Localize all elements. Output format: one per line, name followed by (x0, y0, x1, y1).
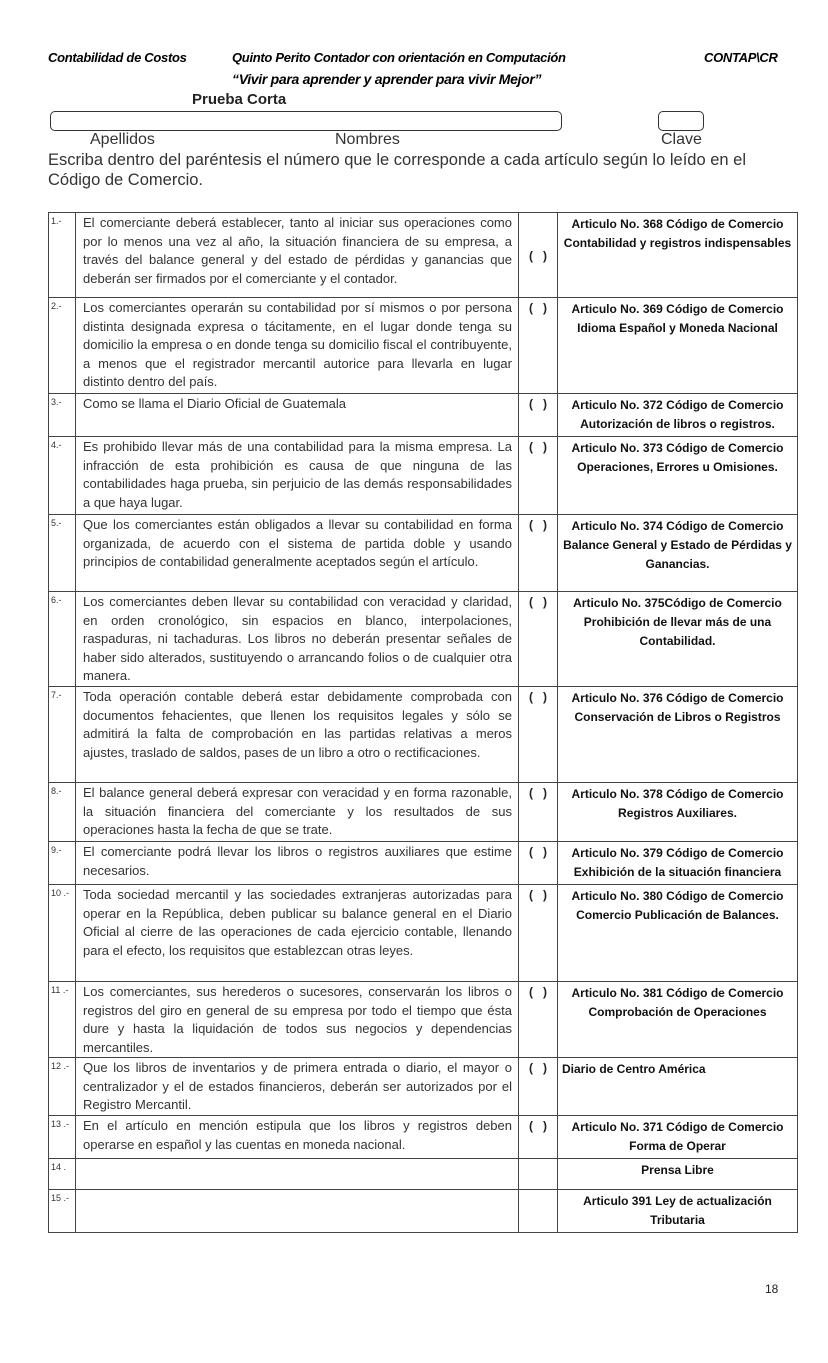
statement-text (76, 1159, 519, 1190)
row-number: 5.- (49, 515, 76, 592)
statement-text: El comerciante podrá llevar los libros o registros auxiliares que estime necesarios. (76, 842, 519, 885)
article-reference: Articulo No. 375Código de Comercio Prohibición de llevar más de una Contabilidad. (558, 592, 798, 687)
row-number: 3.- (49, 394, 76, 437)
row-number: 9.- (49, 842, 76, 885)
row-number: 10 .- (49, 885, 76, 982)
table-row (49, 1190, 798, 1233)
course-name: Contabilidad de Costos (48, 50, 187, 65)
article-reference: Prensa Libre (558, 1159, 798, 1190)
answer-parentheses[interactable]: ( ) (519, 213, 558, 298)
answer-parentheses[interactable]: ( ) (519, 1058, 558, 1116)
article-reference: Articulo No. 378 Código de Comercio Registros Auxiliares. (558, 783, 798, 842)
answer-parentheses[interactable] (519, 1159, 558, 1190)
row-number: 12 .- (49, 1058, 76, 1116)
statement-text: En el artículo en mención estipula que los libros y registros deben operarse en español y las cuentas en moneda nacional. (76, 1116, 519, 1159)
answer-parentheses[interactable]: ( ) (519, 437, 558, 515)
statement-text: Que los comerciantes están obligados a llevar su contabilidad en forma organizada, de acuerdo con el sistema de partida doble y usando principios de contabilidad generalmente aceptados según el artículo. (76, 515, 519, 592)
table-row (49, 1058, 798, 1116)
name-input[interactable] (50, 111, 562, 131)
row-number: 4.- (49, 437, 76, 515)
statement-text: Toda operación contable deberá estar debidamente comprobada con documentos fehacientes, que llenen los requisitos legales y sólo se admitirá la falta de comprobación en las partidas relativas a meros ajustes, traslado de saldos, pases de un libro a otro o rectificaciones. (76, 687, 519, 783)
article-reference: Articulo No. 372 Código de Comercio Autorización de libros o registros. (558, 394, 798, 437)
table-row (49, 515, 798, 592)
table-row (49, 885, 798, 982)
row-number: 11 .- (49, 982, 76, 1058)
nombres-label: Nombres (335, 131, 400, 148)
row-number: 1.- (49, 213, 76, 298)
table-row (49, 842, 798, 885)
instructions: Escriba dentro del paréntesis el número que le corresponde a cada artículo según lo leído en el Código de Comercio. (48, 151, 747, 189)
statement-text: Los comerciantes deben llevar su contabilidad con veracidad y claridad, en orden cronológico, sin espacios en blanco, interpolaciones, raspaduras, ni tachaduras. Los libros no deberán presentar señales de haber sido alterados, sustituyendo o arrancando folios o de cualquier otra manera. (76, 592, 519, 687)
matching-table (48, 212, 798, 1233)
table-row (49, 437, 798, 515)
row-number: 8.- (49, 783, 76, 842)
article-reference: Articulo No. 371 Código de Comercio Forma de Operar (558, 1116, 798, 1159)
table-row (49, 592, 798, 687)
motto: “Vivir para aprender y aprender para vivir Mejor” (232, 71, 542, 87)
row-number: 15 .- (49, 1190, 76, 1233)
article-reference: Articulo No. 380 Código de Comercio Comercio Publicación de Balances. (558, 885, 798, 982)
answer-parentheses[interactable]: ( ) (519, 687, 558, 783)
statement-text: Toda sociedad mercantil y las sociedades extranjeras autorizadas para operar en la República, deben publicar su balance general en el Diario Oficial al cierre de las operaciones de cada ejercicio contable, llenando para el efecto, los requisitos que establezcan otras leyes. (76, 885, 519, 982)
article-reference: Articulo No. 379 Código de Comercio Exhibición de la situación financiera (558, 842, 798, 885)
article-reference: Articulo No. 381 Código de Comercio Comprobación de Operaciones (558, 982, 798, 1058)
statement-text: Los comerciantes, sus herederos o sucesores, conservarán los libros o registros del giro en general de su empresa por todo el tiempo que ésta dure y hasta la liquidación de todos sus negocios y dependencias mercantiles. (76, 982, 519, 1058)
table-row (49, 783, 798, 842)
statement-text (76, 1190, 519, 1233)
answer-parentheses[interactable]: ( ) (519, 515, 558, 592)
article-reference: Articulo No. 368 Código de Comercio Contabilidad y registros indispensables (558, 213, 798, 298)
answer-parentheses[interactable]: ( ) (519, 885, 558, 982)
school-code: CONTAP\CR (704, 50, 778, 65)
page-number: 18 (765, 1282, 779, 1296)
clave-label: Clave (661, 131, 702, 148)
row-number: 2.- (49, 298, 76, 394)
table-row (49, 394, 798, 437)
article-reference: Articulo 391 Ley de actualización Tributaria (558, 1190, 798, 1233)
row-number: 14 . (49, 1159, 76, 1190)
statement-text: El comerciante deberá establecer, tanto al iniciar sus operaciones como por lo menos una vez al año, la situación financiera de su empresa, a través del balance general y del estado de pérdidas y ganancias que deberán ser firmados por el comerciante y el contador. (76, 213, 519, 298)
test-title: Prueba Corta (192, 91, 287, 108)
table-row (49, 213, 798, 298)
article-reference: Articulo No. 369 Código de Comercio Idioma Español y Moneda Nacional (558, 298, 798, 394)
row-number: 7.- (49, 687, 76, 783)
table-row (49, 687, 798, 783)
row-number: 6.- (49, 592, 76, 687)
statement-text: El balance general deberá expresar con veracidad y en forma razonable, la situación financiera del comerciante y los resultados de sus operaciones hasta la fecha de que se trate. (76, 783, 519, 842)
answer-parentheses[interactable]: ( ) (519, 783, 558, 842)
table-row (49, 1159, 798, 1190)
program-name: Quinto Perito Contador con orientación en Computación (232, 50, 566, 65)
statement-text: Es prohibido llevar más de una contabilidad para la misma empresa. La infracción de esta prohibición es causa de que ninguna de las contabilidades haga prueba, sin perjuicio de las demás responsabilidades a que haya lugar. (76, 437, 519, 515)
table-row (49, 1116, 798, 1159)
table-row (49, 298, 798, 394)
answer-parentheses[interactable]: ( ) (519, 298, 558, 394)
clave-input[interactable] (658, 111, 704, 131)
article-reference: Diario de Centro América (558, 1058, 798, 1116)
answer-parentheses[interactable]: ( ) (519, 1116, 558, 1159)
statement-text: Que los libros de inventarios y de primera entrada o diario, el mayor o centralizador y el de estados financieros, deberán ser autorizados por el Registro Mercantil. (76, 1058, 519, 1116)
statement-text: Como se llama el Diario Oficial de Guatemala (76, 394, 519, 437)
article-reference: Articulo No. 376 Código de Comercio Conservación de Libros o Registros (558, 687, 798, 783)
answer-parentheses[interactable]: ( ) (519, 982, 558, 1058)
statement-text: Los comerciantes operarán su contabilidad por sí mismos o por persona distinta designada expresa o tácitamente, en el lugar donde tenga su domicilio la empresa o en donde tenga su domicilio fiscal el contribuyente, a menos que el registrador mercantil autorice para llevarla en lugar distinto dentro del país. (76, 298, 519, 394)
article-reference: Articulo No. 374 Código de Comercio Balance General y Estado de Pérdidas y Ganancias. (558, 515, 798, 592)
row-number: 13 .- (49, 1116, 76, 1159)
answer-parentheses[interactable]: ( ) (519, 842, 558, 885)
answer-parentheses[interactable] (519, 1190, 558, 1233)
answer-parentheses[interactable]: ( ) (519, 394, 558, 437)
answer-parentheses[interactable]: ( ) (519, 592, 558, 687)
apellidos-label: Apellidos (90, 131, 155, 148)
article-reference: Articulo No. 373 Código de Comercio Operaciones, Errores u Omisiones. (558, 437, 798, 515)
table-row (49, 982, 798, 1058)
